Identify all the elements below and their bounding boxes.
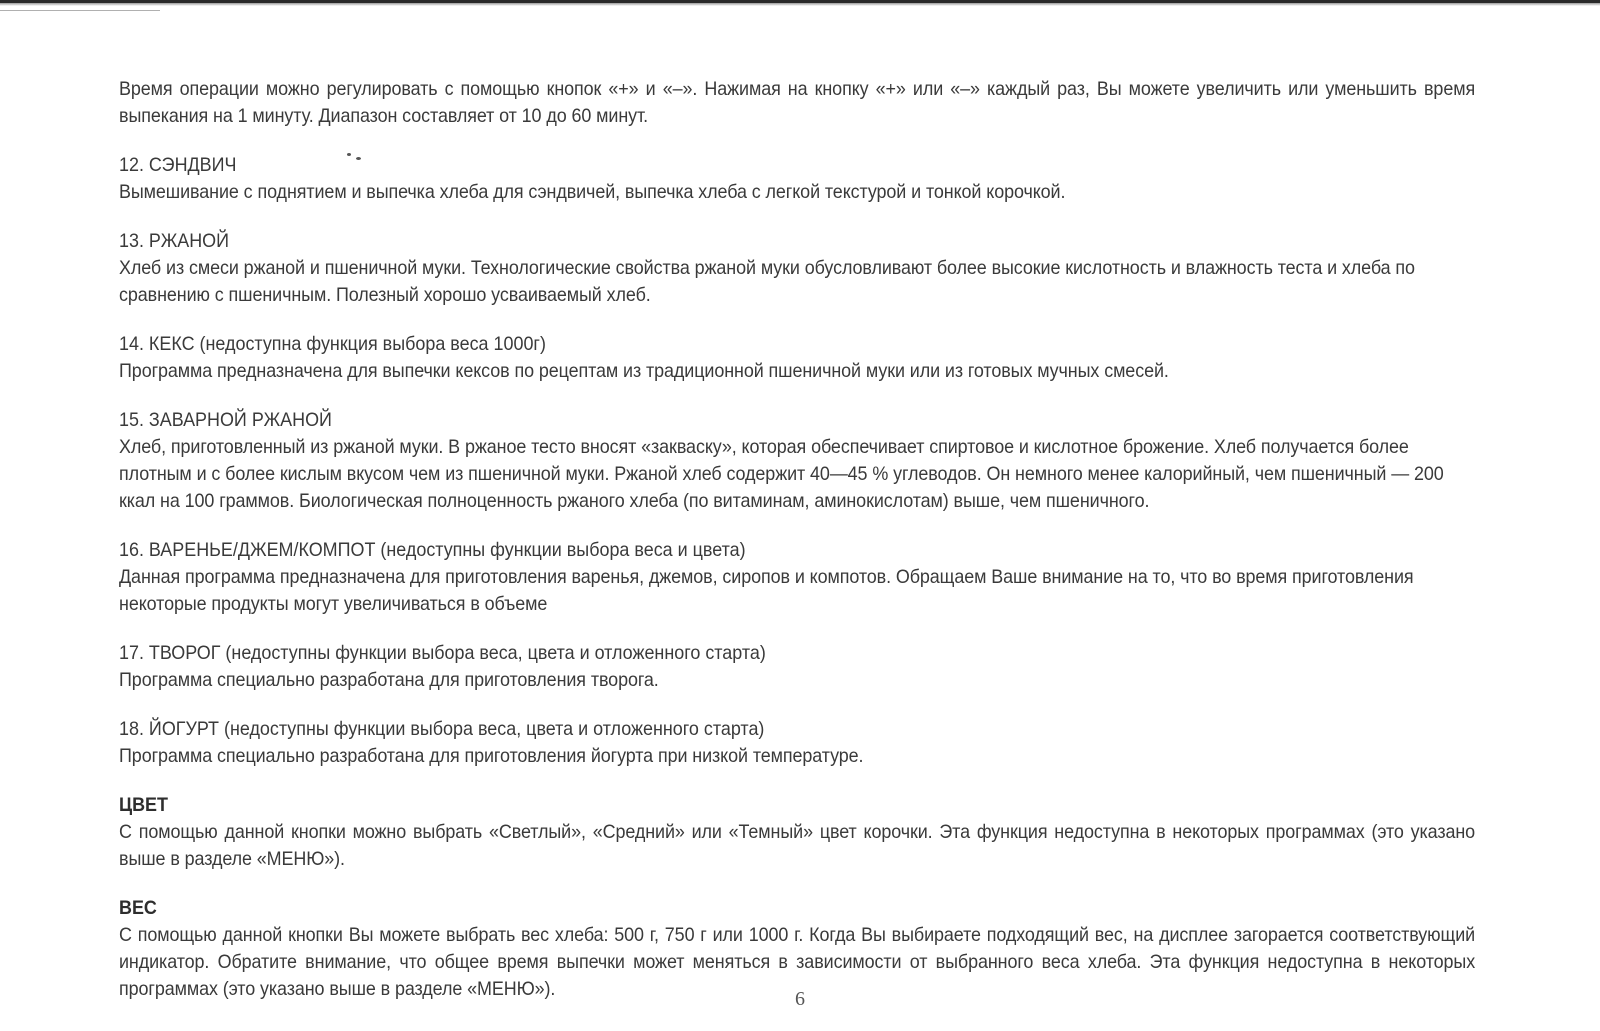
intro-block [119, 76, 1475, 130]
section-title: ВЕС [119, 897, 157, 919]
section-title: 14. КЕКС (недоступна функция выбора веса 1000г) [119, 333, 546, 355]
section-body: С помощью данной кнопки Вы можете выбрать вес хлеба: 500 г, 750 г или 1000 г. Когда Вы выбираете подходящий вес, на дисплее загорается соответствующий индикатор. Обратите внимание, что общее время выпечки может меняться в зависимости от выбранного веса хлеба. Эта функция недоступна в некоторых программах (это указано выше в разделе «МЕНЮ»). [119, 924, 1476, 1000]
top-border-thin-rule [0, 10, 160, 11]
scan-speck [347, 153, 351, 156]
page-number: 6 [795, 988, 805, 1010]
section-title: 18. ЙОГУРТ (недоступны функции выбора веса, цвета и отложенного старта) [119, 718, 765, 740]
section-cottage-cheese [119, 640, 1475, 694]
section-yogurt [119, 716, 1475, 770]
section-jam [119, 537, 1475, 618]
section-body: Вымешивание с поднятием и выпечка хлеба для сэндвичей, выпечка хлеба с легкой текстурой и тонкой корочкой. [119, 181, 1066, 203]
section-title: 16. ВАРЕНЬЕ/ДЖЕМ/КОМПОТ (недоступны функции выбора веса и цвета) [119, 539, 746, 561]
section-custard-rye [119, 407, 1475, 515]
section-body: Программа специально разработана для приготовления творога. [119, 669, 659, 691]
section-rye [119, 228, 1475, 309]
section-title: 15. ЗАВАРНОЙ РЖАНОЙ [119, 409, 332, 431]
section-body: Хлеб из смеси ржаной и пшеничной муки. Технологические свойства ржаной муки обусловливают более высокие кислотность и влажность теста и хлеба по сравнению с пшеничным. Полезный хорошо усваиваемый хлеб. [119, 257, 1415, 306]
section-body: Данная программа предназначена для приготовления варенья, джемов, сиропов и компотов. Обращаем Ваше внимание на то, что во время приготовления некоторые продукты могут увеличиваться в объеме [119, 566, 1414, 615]
section-title: ЦВЕТ [119, 794, 168, 816]
section-body: Программа предназначена для выпечки кексов по рецептам из традиционной пшеничной муки или из готовых мучных смесей. [119, 360, 1169, 382]
top-border-rule [0, 0, 1600, 6]
section-body: С помощью данной кнопки можно выбрать «Светлый», «Средний» или «Темный» цвет корочки. Эта функция недоступна в некоторых программах (это указано выше в разделе «МЕНЮ»). [119, 821, 1476, 870]
page-content-inner [119, 76, 1475, 1003]
page-content [119, 76, 1476, 1025]
intro-paragraph: Время операции можно регулировать с помощью кнопок «+» и «–». Нажимая на кнопку «+» или «–» каждый раз, Вы можете увеличить или уменьшить время выпекания на 1 минуту. Диапазон составляет от 10 до 60 минут. [119, 78, 1476, 127]
section-color [119, 792, 1475, 873]
section-body: Хлеб, приготовленный из ржаной муки. В ржаное тесто вносят «закваску», которая обеспечивает спиртовое и кислотное брожение. Хлеб получается более плотным и с более кислым вкусом чем из пшеничной муки. Ржаной хлеб содержит 40—45 % углеводов. Он немного менее калорийный, чем пшеничный — 200 ккал на 100 граммов. Биологическая полноценность ржаного хлеба (по витаминам, аминокислотам) выше, чем пшеничного. [119, 436, 1444, 512]
section-title: 17. ТВОРОГ (недоступны функции выбора веса, цвета и отложенного старта) [119, 642, 766, 664]
section-cake [119, 331, 1475, 385]
scan-speck [356, 157, 361, 160]
section-weight [119, 895, 1475, 1003]
section-title: 13. РЖАНОЙ [119, 230, 230, 252]
section-body: Программа специально разработана для приготовления йогурта при низкой температуре. [119, 745, 864, 767]
section-sandwich [119, 152, 1475, 206]
section-title: 12. СЭНДВИЧ [119, 154, 237, 176]
